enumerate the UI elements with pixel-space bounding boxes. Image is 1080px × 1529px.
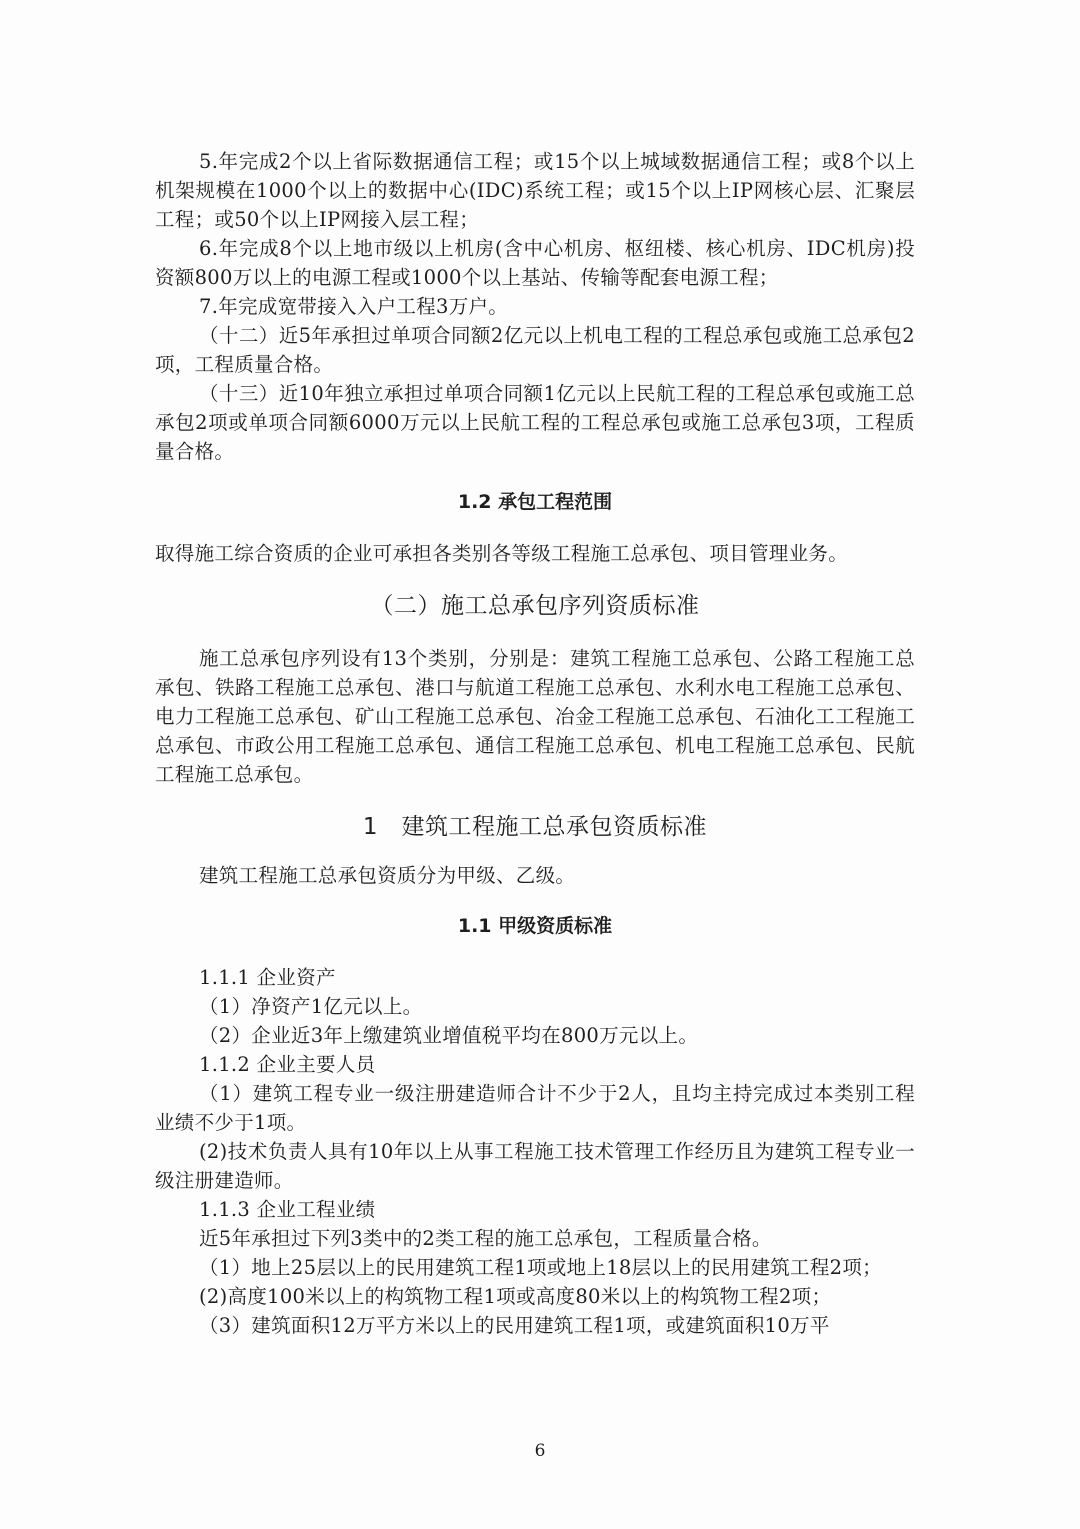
performance-item-3: （3）建筑面积12万平方米以上的民用建筑工程1项，或建筑面积10万平 xyxy=(199,1314,830,1337)
item-13-civil-aviation: （十三）近10年独立承担过单项合同额1亿元以上民航工程的工程总承包或施工总承包2项或单项合同额6000万元以上民航工程的工程总承包或施工总承包3项，工程质量合格。 xyxy=(155,382,915,463)
subsection-assets-title: 1.1.1 企业资产 xyxy=(199,966,336,989)
section2-intro: 施工总承包序列设有13个类别，分别是：建筑工程施工总承包、公路工程施工总承包、铁路工程施工总承包、港口与航道工程施工总承包、水利水电工程施工总承包、电力工程施工总承包、矿山工程施工总承包、冶金工程施工总承包、石油化工工程施工总承包、市政公用工程施工总承包、通信工程施工总承包、机电工程施工总承包、民航工程施工总承包。 xyxy=(155,647,915,786)
assets-item-1: （1）净资产1亿元以上。 xyxy=(199,995,423,1018)
item-5-data-communication: 5.年完成2个以上省际数据通信工程；或15个以上城域数据通信工程；或8个以上机架规模在1000个以上的数据中心(IDC)系统工程；或15个以上IP网核心层、汇聚层工程；或50个以上IP网接入层工程； xyxy=(155,150,915,231)
building-heading: 1 建筑工程施工总承包资质标准 xyxy=(362,814,708,840)
performance-item-2: (2)高度100米以上的构筑物工程1项或高度80米以上的构筑物工程2项； xyxy=(199,1285,832,1308)
item-12-mechanical-electrical: （十二）近5年承担过单项合同额2亿元以上机电工程的工程总承包或施工总承包2项，工程质量合格。 xyxy=(155,324,915,376)
item-7-broadband: 7.年完成宽带接入入户工程3万户。 xyxy=(199,295,509,318)
performance-intro: 近5年承担过下列3类中的2类工程的施工总承包，工程质量合格。 xyxy=(199,1227,772,1250)
grade-a-heading: 1.1 甲级资质标准 xyxy=(457,915,613,937)
personnel-item-1: （1）建筑工程专业一级注册建造师合计不少于2人，且均主持完成过本类别工程业绩不少于1项。 xyxy=(155,1082,915,1134)
item-6-power-engineering: 6.年完成8个以上地市级以上机房(含中心机房、枢纽楼、核心机房、IDC机房)投资额800万以上的电源工程或1000个以上基站、传输等配套电源工程； xyxy=(155,237,915,289)
scope-heading: 1.2 承包工程范围 xyxy=(457,491,613,513)
page-content xyxy=(155,147,915,1340)
performance-item-1: （1）地上25层以上的民用建筑工程1项或地上18层以上的民用建筑工程2项； xyxy=(199,1256,882,1279)
subsection-performance-title: 1.1.3 企业工程业绩 xyxy=(199,1198,376,1221)
personnel-item-2: (2)技术负责人具有10年以上从事工程施工技术管理工作经历且为建筑工程专业一级注册建造师。 xyxy=(155,1140,915,1192)
section2-heading: （二）施工总承包序列资质标准 xyxy=(370,593,700,619)
scope-text: 取得施工综合资质的企业可承担各类别各等级工程施工总承包、项目管理业务。 xyxy=(155,542,849,565)
subsection-personnel-title: 1.1.2 企业主要人员 xyxy=(199,1053,376,1076)
page-number: 6 xyxy=(534,1441,546,1461)
building-intro: 建筑工程施工总承包资质分为甲级、乙级。 xyxy=(199,864,576,887)
assets-item-2: （2）企业近3年上缴建筑业增值税平均在800万元以上。 xyxy=(199,1024,699,1047)
